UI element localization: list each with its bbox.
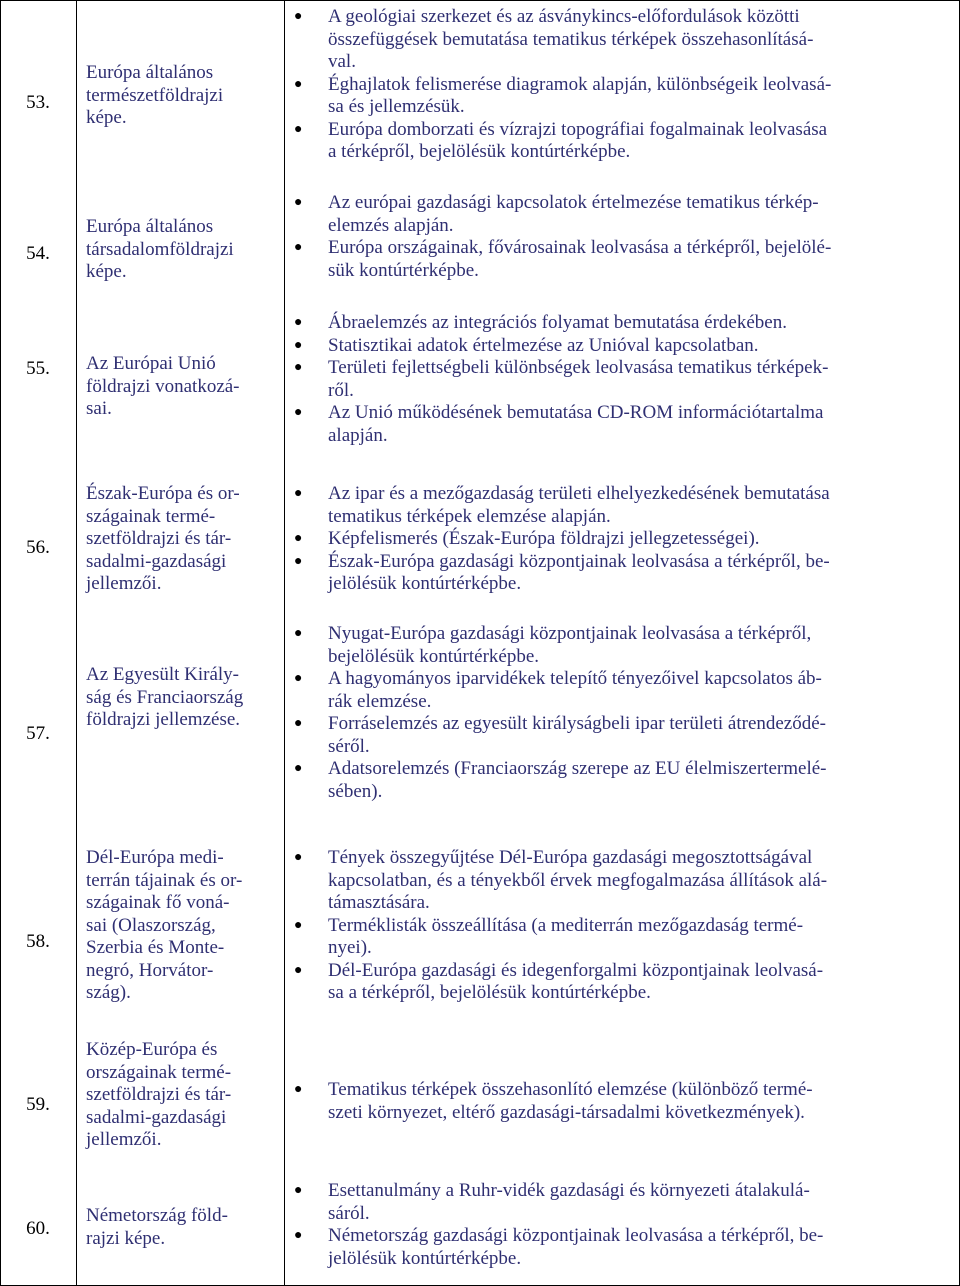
activity-line: Statisztikai adatok értelmezése az Unióval kapcsolatban. — [328, 334, 759, 356]
topic-line: Európa általános — [86, 216, 214, 237]
lesson-number: 53. — [26, 92, 50, 113]
lesson-topic — [86, 1205, 282, 1250]
activity-line: Az ipar és a mezőgazdaság területi elhelyezkedésének bemutatása — [328, 483, 830, 504]
activity-item — [290, 1225, 954, 1270]
bullet-icon: ● — [294, 240, 303, 255]
bullet-icon: ● — [294, 405, 303, 420]
activity-item — [290, 960, 954, 1005]
activity-item — [290, 237, 954, 282]
activity-line: sük kontúrtérképbe. — [328, 259, 479, 281]
bullet-icon: ● — [294, 716, 303, 731]
lesson-topic — [86, 483, 282, 596]
activity-line: rák elemzése. — [328, 690, 432, 712]
topic-line: földrajzi vonatkozá- — [86, 375, 240, 397]
activity-line: támasztására. — [328, 892, 430, 913]
topic-line: Németország föld- — [86, 1205, 228, 1226]
activity-line: összefüggések bemutatása tematikus térképek összehasonlításá- — [328, 28, 814, 50]
activity-item — [290, 335, 954, 358]
topic-line: rajzi képe. — [86, 1227, 166, 1249]
activity-item — [290, 915, 954, 960]
activity-line: bejelölésük kontúrtérképbe. — [328, 645, 540, 667]
activity-item — [290, 483, 954, 528]
activity-item — [290, 6, 954, 74]
activity-line: Ábraelemzés az integrációs folyamat bemutatása érdekében. — [328, 312, 787, 333]
bullet-icon: ● — [294, 761, 303, 776]
lesson-topic — [86, 216, 282, 284]
activity-list — [290, 1180, 954, 1270]
bullet-icon: ● — [294, 360, 303, 375]
activity-item — [290, 119, 954, 164]
topic-line: jellemzői. — [86, 573, 162, 594]
activity-list — [290, 623, 954, 803]
lesson-topic — [86, 847, 282, 1005]
activity-line: Az Unió működésének bemutatása CD-ROM információtartalma — [328, 402, 824, 423]
activity-line: a térképről, bejelölésük kontúrtérképbe. — [328, 141, 631, 162]
topic-line: sadalmi-gazdasági — [86, 1106, 227, 1128]
topic-line: földrajzi jellemzése. — [86, 709, 241, 730]
activity-line: Terméklisták összeállítása (a mediterrán mezőgazdaság termé- — [328, 914, 804, 936]
activity-item — [290, 847, 954, 915]
lesson-topic — [86, 664, 282, 732]
activity-line: nyei). — [328, 937, 372, 958]
activity-item — [290, 74, 954, 119]
bullet-icon: ● — [294, 315, 303, 330]
topic-line: társadalomföldrajzi — [86, 238, 234, 260]
activity-item — [290, 192, 954, 237]
lesson-topic — [86, 353, 282, 421]
bullet-icon: ● — [294, 9, 303, 24]
topic-line: Szerbia és Monte- — [86, 937, 225, 958]
topic-line: szetföldrajzi és tár- — [86, 1084, 232, 1105]
activity-line: alapján. — [328, 424, 388, 446]
topic-line: negró, Horvátor- — [86, 959, 214, 981]
column-divider — [76, 0, 77, 1286]
activity-list — [290, 192, 954, 282]
activity-line: sa a térképről, bejelölésük kontúrtérképbe. — [328, 982, 651, 1003]
activity-item — [290, 551, 954, 596]
lesson-topic — [86, 1039, 282, 1152]
bullet-icon: ● — [294, 531, 303, 546]
activity-list — [290, 1079, 954, 1124]
topic-line: természetföldrajzi — [86, 84, 224, 106]
activity-line: sében). — [328, 780, 383, 802]
topic-line: jellemzői. — [86, 1129, 162, 1150]
activity-line: Esettanulmány a Ruhr-vidék gazdasági és környezeti átalakulá- — [328, 1180, 810, 1201]
activity-list — [290, 6, 954, 164]
topic-line: sadalmi-gazdasági — [86, 550, 227, 572]
topic-line: ság és Franciaország — [86, 686, 244, 708]
activity-line: szeti környezet, eltérő gazdasági-társadalmi következmények). — [328, 1101, 805, 1123]
activity-line: Területi fejlettségbeli különbségek leolvasása tematikus térképek- — [328, 357, 829, 378]
bullet-icon: ● — [294, 671, 303, 686]
activity-item — [290, 668, 954, 713]
activity-item — [290, 1079, 954, 1124]
topic-line: Észak-Európa és or- — [86, 483, 240, 504]
bullet-icon: ● — [294, 1082, 303, 1097]
lesson-number: 58. — [26, 931, 50, 952]
activity-line: sáról. — [328, 1202, 370, 1224]
activity-line: sa és jellemzésük. — [328, 96, 465, 117]
bullet-icon: ● — [294, 195, 303, 210]
topic-line: terrán tájainak és or- — [86, 869, 243, 891]
topic-line: képe. — [86, 107, 127, 128]
bullet-icon: ● — [294, 626, 303, 641]
activity-line: Nyugat-Európa gazdasági központjainak leolvasása a térképről, — [328, 623, 812, 644]
activity-list — [290, 847, 954, 1005]
column-divider — [284, 0, 285, 1286]
activity-line: Éghajlatok felismerése diagramok alapján, különbségeik leolvasá- — [328, 73, 832, 95]
bullet-icon: ● — [294, 121, 303, 137]
lesson-number: 60. — [26, 1218, 50, 1239]
topic-line: Dél-Európa medi- — [86, 847, 224, 868]
topic-line: szág). — [86, 982, 131, 1003]
bullet-icon: ● — [294, 76, 303, 92]
activity-line: A geológiai szerkezet és az ásványkincs-előfordulások közötti — [328, 6, 800, 27]
activity-line: Képfelismerés (Észak-Európa földrajzi jellegzetességei). — [328, 528, 760, 549]
activity-line: Tények összegyűjtése Dél-Európa gazdasági megosztottságával — [328, 847, 813, 868]
activity-item — [290, 528, 954, 551]
topic-line: szetföldrajzi és tár- — [86, 528, 232, 549]
lesson-number: 57. — [26, 723, 50, 744]
bullet-icon: ● — [294, 850, 303, 865]
topic-line: szágainak fő voná- — [86, 892, 230, 913]
activity-line: val. — [328, 51, 356, 72]
lesson-number: 55. — [26, 358, 50, 379]
topic-line: Az Egyesült Király- — [86, 664, 240, 685]
lesson-topic — [86, 62, 282, 130]
topic-line: szágainak termé- — [86, 505, 216, 527]
activity-line: jelölésük kontúrtérképbe. — [328, 1247, 522, 1269]
activity-line: Európa domborzati és vízrajzi topográfiai fogalmainak leolvasása — [328, 118, 828, 140]
lesson-number: 54. — [26, 243, 50, 264]
activity-item — [290, 357, 954, 402]
lesson-number: 59. — [26, 1094, 50, 1115]
activity-item — [290, 402, 954, 447]
bullet-icon: ● — [294, 486, 303, 501]
topic-line: képe. — [86, 261, 127, 282]
bullet-icon: ● — [294, 337, 303, 353]
activity-line: ről. — [328, 379, 354, 401]
topic-line: országainak termé- — [86, 1061, 232, 1083]
activity-item — [290, 1180, 954, 1225]
activity-line: tematikus térképek elemzése alapján. — [328, 505, 611, 527]
topic-line: sai (Olaszország, — [86, 914, 216, 936]
activity-line: séről. — [328, 735, 370, 757]
topic-line: Az Európai Unió — [86, 353, 216, 374]
activity-line: Az európai gazdasági kapcsolatok értelmezése tematikus térkép- — [328, 192, 819, 213]
activity-line: elemzés alapján. — [328, 214, 454, 236]
activity-line: kapcsolatban, és a tényekből érvek megfogalmazása állítások alá- — [328, 869, 828, 891]
activity-list — [290, 312, 954, 447]
activity-line: Adatsorelemzés (Franciaország szerepe az EU élelmiszertermelé- — [328, 758, 827, 779]
activity-line: Tematikus térképek összehasonlító elemzése (különböző termé- — [328, 1079, 813, 1100]
activity-item — [290, 623, 954, 668]
activity-line: Észak-Európa gazdasági központjainak leolvasása a térképről, be- — [328, 550, 830, 572]
activity-item — [290, 312, 954, 335]
bullet-icon: ● — [294, 553, 303, 569]
activity-item — [290, 758, 954, 803]
topic-line: Európa általános — [86, 62, 214, 83]
activity-line: Németország gazdasági központjainak leolvasása a térképről, be- — [328, 1225, 824, 1246]
activity-line: A hagyományos iparvidékek telepítő tényezőivel kapcsolatos áb- — [328, 668, 822, 689]
activity-line: Dél-Európa gazdasági és idegenforgalmi központjainak leolvasá- — [328, 959, 824, 981]
activity-line: Európa országainak, fővárosainak leolvasása a térképről, bejelölé- — [328, 237, 832, 258]
bullet-icon: ● — [294, 1228, 303, 1243]
topic-line: Közép-Európa és — [86, 1039, 218, 1060]
activity-list — [290, 483, 954, 596]
activity-line: jelölésük kontúrtérképbe. — [328, 573, 522, 594]
bullet-icon: ● — [294, 962, 303, 978]
bullet-icon: ● — [294, 917, 303, 933]
activity-item — [290, 713, 954, 758]
topic-line: sai. — [86, 398, 112, 419]
activity-line: Forráselemzés az egyesült királyságbeli ipar területi átrendeződé- — [328, 713, 826, 734]
lesson-number: 56. — [26, 537, 50, 558]
bullet-icon: ● — [294, 1183, 303, 1198]
